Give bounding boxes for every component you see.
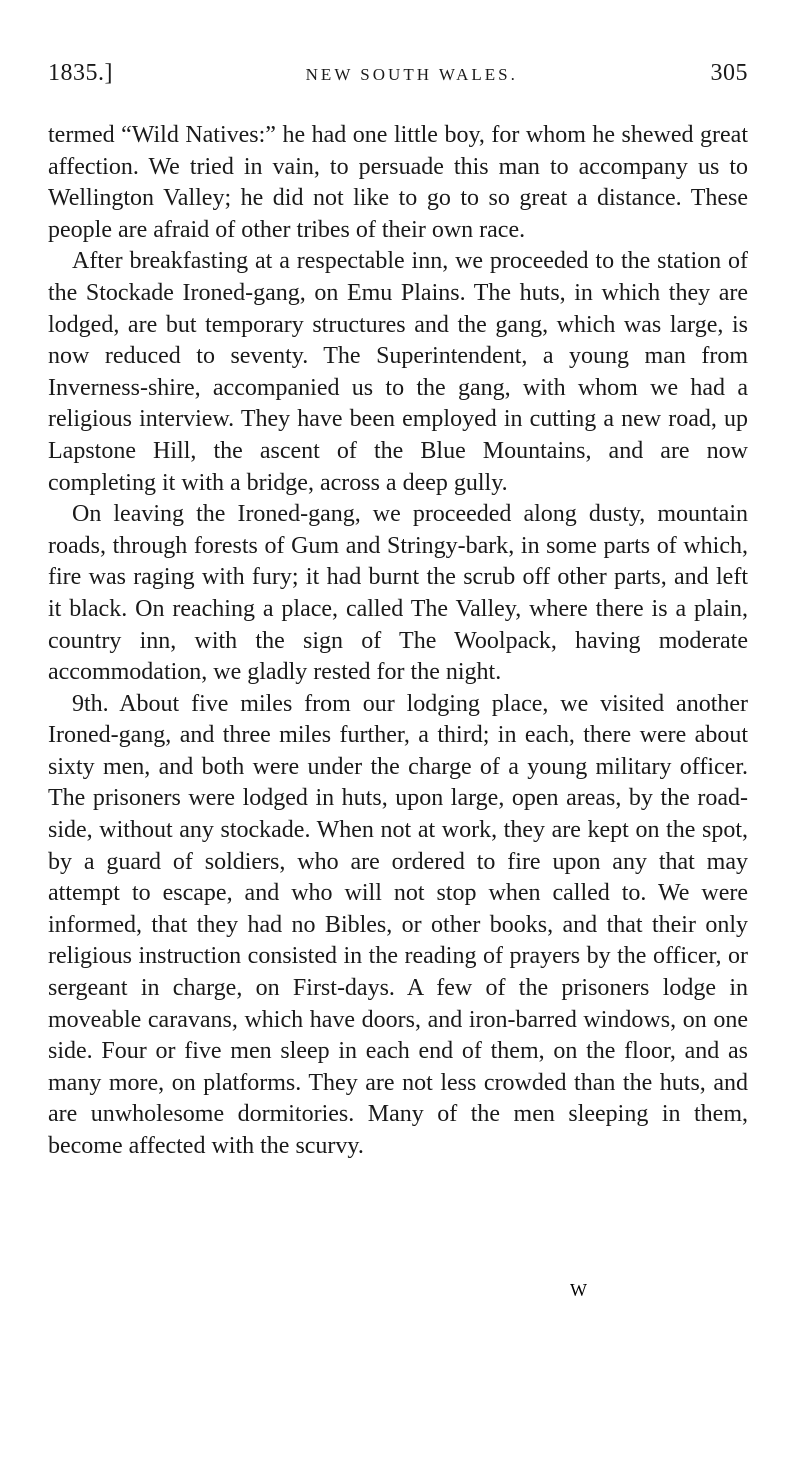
running-header <box>48 60 748 104</box>
body-text <box>48 120 748 1163</box>
signature-mark: W <box>570 1280 589 1300</box>
paragraph-1: termed “Wild Natives:” he had one little boy, for whom he shewed great affection. We tried in vain, to persuade this man to accompany us to Wellington Valley; he did not like to go to so great a distance. These people are afraid of other tribes of their own race. <box>48 122 748 243</box>
paragraph-2: After breakfasting at a respectable inn, we proceeded to the station of the Stockade Ironed-gang, on Emu Plains. The huts, in which they are lodged, are but temporary structures and the gang, which was large, is now reduced to seventy. The Superintendent, a young man from Inverness-shire, accompanied us to the gang, with whom we had a religious interview. They have been employed in cutting a new road, up Lapstone Hill, the ascent of the Blue Mountains, and are now completing it with a bridge, across a deep gully. <box>48 248 748 496</box>
header-title: NEW SOUTH WALES. <box>305 65 518 84</box>
book-page <box>48 60 748 1163</box>
page-number: 305 <box>710 60 748 86</box>
paragraph-3: On leaving the Ironed-gang, we proceeded along dusty, mountain roads, through forests of Gum and Stringy-bark, in some parts of which, fire was raging with fury; it had burnt the scrub off other parts, and left it black. On reaching a place, called The Valley, where there is a plain, country inn, with the sign of The Woolpack, having moderate accommodation, we gladly rested for the night. <box>48 501 748 686</box>
paragraph-4: 9th. About five miles from our lodging place, we visited another Ironed-gang, and three miles further, a third; in each, there were about sixty men, and both were under the charge of a young military officer. The prisoners were lodged in huts, upon large, open areas, by the road-side, without any stockade. When not at work, they are kept on the spot, by a guard of soldiers, who are ordered to fire upon any that may attempt to escape, and who will not stop when called to. We were informed, that they had no Bibles, or other books, and that their only religious instruction consisted in the reading of prayers by the officer, or sergeant in charge, on First-days. A few of the prisoners lodge in moveable caravans, which have doors, and iron-barred windows, on one side. Four or five men sleep in each end of them, on the floor, and as many more, on platforms. They are not less crowded than the huts, and are unwholesome dormitories. Many of the men sleeping in them, become affected with the scurvy. <box>48 690 748 1159</box>
header-year: 1835.] <box>48 60 113 86</box>
